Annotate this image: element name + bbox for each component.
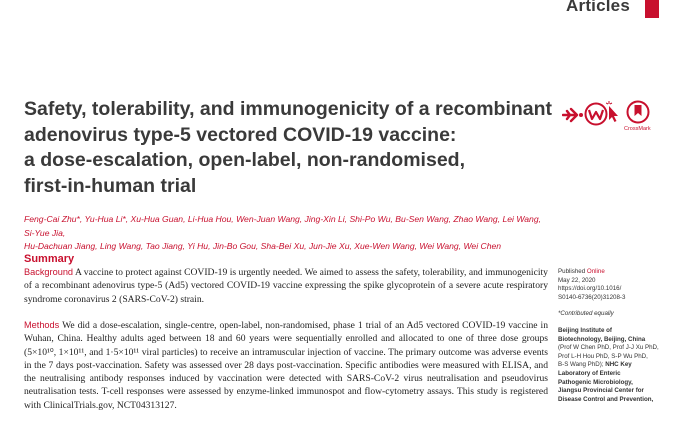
section-label: Articles [566,0,630,15]
title-line: a dose-escalation, open-label, non-randomised, [24,149,465,171]
title-line: adenovirus type-5 vectored COVID-19 vaccine: [24,123,457,146]
title-line: Safety, tolerability, and immunogenicity of a recombinant [24,98,553,120]
journal-red-tab [645,0,659,18]
article-title [24,97,584,199]
affiliation-name: Jiangsu Provincial Center for [558,387,644,395]
affiliations [558,327,676,404]
author-line: Feng-Cai Zhu*, Yu-Hua Li*, Xu-Hua Guan, Li-Hua Hou, Wen-Juan Wang, Jing-Xin Li, Shi-Po Wu, Bu-Sen Wang, Zhao Wang, Lei Wang, Si-Yue Jia, [24,214,542,238]
methods-label: Methods [24,320,60,330]
crossmark-label: CrossMark [624,126,651,132]
doi-link[interactable]: S0140-6736(20)31208-3 [558,293,626,301]
affiliation-name: Beijing Institute of [558,326,612,334]
journal-header [0,0,686,22]
affiliation-name: Pathogenic Microbiology, [558,378,633,386]
affiliation-people: B-S Wang PhD); [558,361,604,369]
article-sidebar [558,268,676,412]
affiliation-name: Disease Control and Prevention, [558,395,654,403]
summary-heading: Summary [24,253,75,265]
article-tools [562,100,672,136]
affiliation-name: Laboratory of Enteric [558,369,621,377]
methods-text: We did a dose-escalation, single-centre, open-label, non-randomised, phase 1 trial of an Ad5 vectored COVID-19 vaccine in Wuhan, China. Healthy adults aged between 18 and 60 years were sequentially enrolled and allocated to one of three dose groups (5×10¹⁰, 1×10¹¹, and 1·5×10¹¹ viral particles) to receive an intramuscular injection of vaccine. The primary outcome was adverse events in the 7 days post-vaccination. Safety was assessed over 28 days post-vaccination. Specific antibodies were measured with ELISA, and the neutralising antibody responses induced by vaccination were detected with SARS-CoV-2 virus neutralisation and pseudovirus neutralisation tests. T-cell responses were assessed by enzyme-linked immunospot and flow-cytometry assays. This study is registered with ClinicalTrials.gov, NCT04313127. [24,320,548,411]
cursor-click-icon[interactable] [606,100,620,124]
doi-link[interactable]: https://doi.org/10.1016/ [558,285,622,293]
published-online: Online [586,268,605,275]
affiliation-name: NHC Key [605,361,632,369]
publication-info [558,268,676,302]
share-arrow-icon[interactable] [562,106,584,124]
affiliation-people: Prof L-H Hou PhD, S-P Wu PhD, [558,352,648,360]
web-appendix-icon[interactable] [584,102,608,126]
author-list [24,213,544,254]
author-line: Hu-Dachuan Jiang, Ling Wang, Tao Jiang, Yi Hu, Jin-Bo Gou, Sha-Bei Xu, Jun-Jie Xu, Xue-Wen Wang, Wei Wang, Wei Chen [24,241,502,251]
background-text: A vaccine to protect against COVID-19 is urgently needed. We aimed to assess the safety, tolerability, and immunogenicity of a recombinant adenovirus type-5 (Ad5) vectored COVID-19 vaccine expressing the spike glycoprotein of a severe acute respiratory syndrome coronavirus 2 (SARS-CoV-2) strain. [24,267,548,305]
background-paragraph [24,266,548,306]
published-label: Published [558,268,586,275]
affiliation-people: (Prof W Chen PhD, Prof J-J Xu PhD, [558,344,659,352]
affiliation-name: Biotechnology, Beijing, China [558,335,646,343]
title-line: first-in-human trial [24,174,197,197]
contributed-note: *Contributed equally [558,310,614,318]
methods-paragraph [24,319,548,412]
background-label: Background [24,267,74,277]
publication-date: May 22, 2020 [558,276,596,284]
crossmark-icon[interactable] [626,100,650,126]
